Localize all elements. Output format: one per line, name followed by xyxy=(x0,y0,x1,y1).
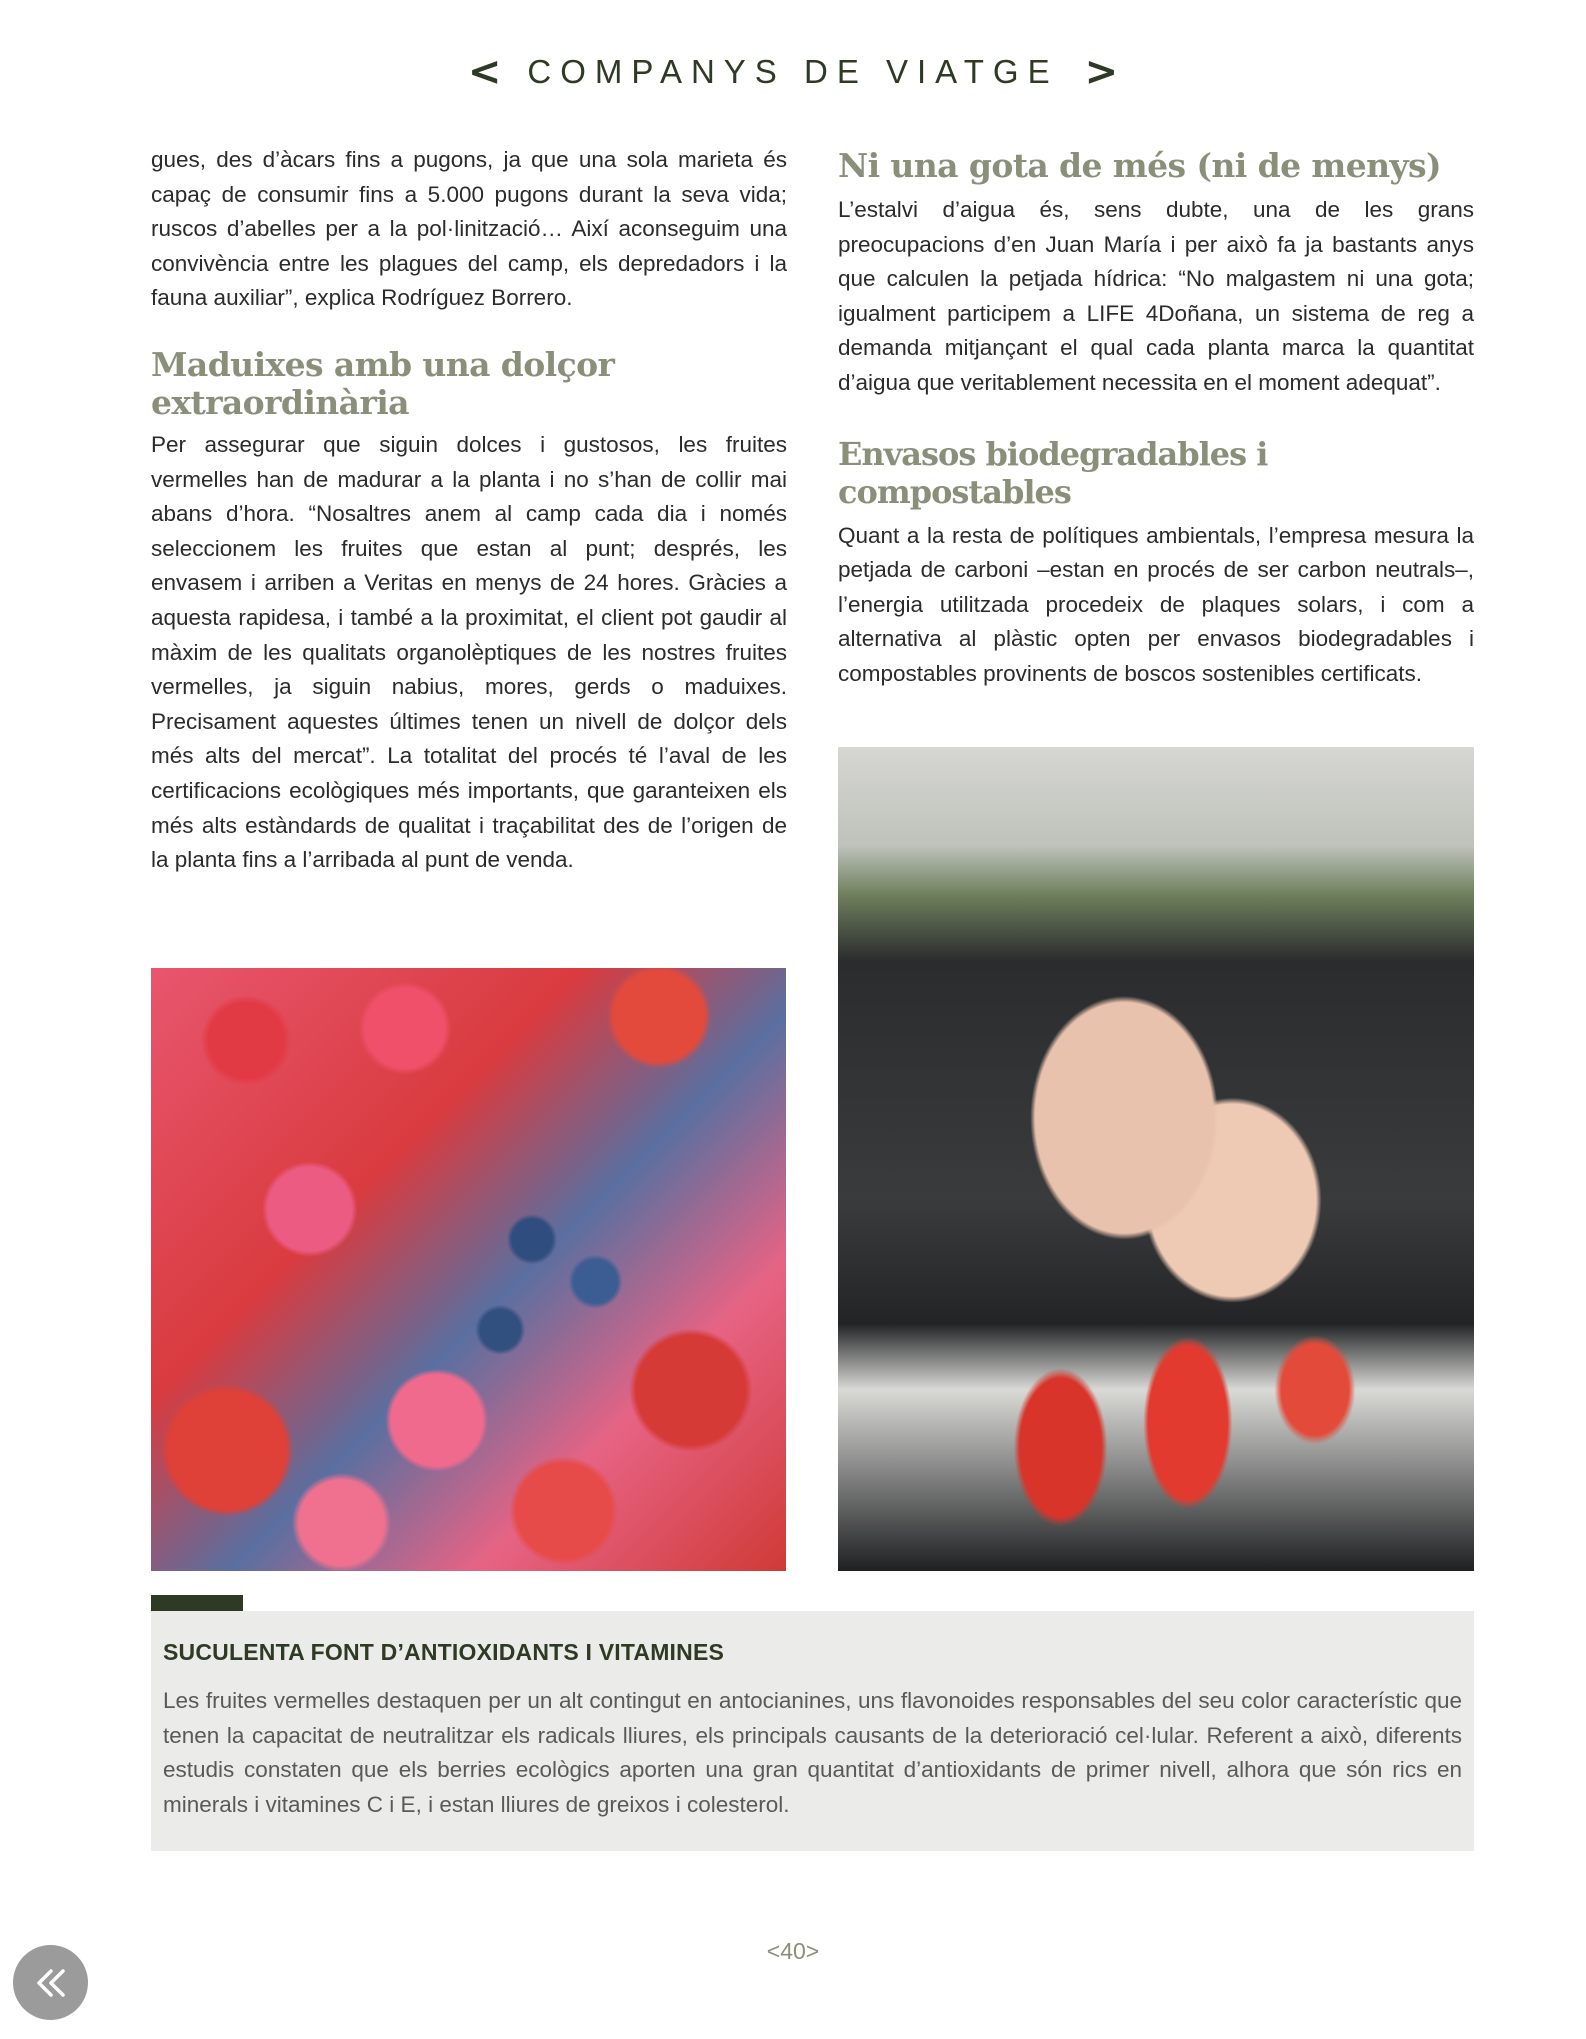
page-number-value: 40 xyxy=(780,1938,806,1964)
packaging-heading: Envasos biodegradables i compostables xyxy=(838,434,1268,511)
page-number xyxy=(0,1938,1586,1965)
back-button[interactable] xyxy=(13,1945,88,2020)
info-box-accent-bar xyxy=(151,1595,243,1611)
info-box-text: Les fruites vermelles destaquen per un alt contingut en antocianines, uns flavonoides responsables del seu color característic que tenen la capacitat de neutralitzar els radicals lliures, els principals causants de la deterioració cel·lular. Referent a això, diferents estudis constaten que els berries ecològics aporten una gran quantitat d’antioxidants de primer nivell, alhora que són rics en minerals i vitamines C i E, i estan lliures de greixos i colesterol. xyxy=(163,1688,1462,1817)
berries-photo xyxy=(151,968,786,1571)
info-box-title: SUCULENTA FONT D’ANTIOXIDANTS I VITAMINES xyxy=(163,1639,725,1665)
section-title: COMPANYS DE VIATGE xyxy=(527,53,1059,90)
header-prev-chevron-icon: < xyxy=(467,49,502,95)
info-box xyxy=(151,1611,1474,1851)
water-heading: Ni una gota de més (ni de menys) xyxy=(838,146,1442,185)
left-column xyxy=(151,143,787,878)
double-chevron-left-icon xyxy=(31,1963,71,2003)
right-column xyxy=(838,143,1474,692)
page-next-chevron-icon[interactable]: > xyxy=(805,1938,820,1964)
header-next-chevron-icon: > xyxy=(1084,49,1119,95)
maduixes-heading: Maduixes amb una dolçor extraordinària xyxy=(151,344,615,422)
page-header xyxy=(0,49,1586,95)
page-prev-chevron-icon[interactable]: < xyxy=(766,1938,781,1964)
maduixes-paragraph: Per assegurar que siguin dolces i gustosos, les fruites vermelles han de madurar a la planta i no s’han de collir mai abans d’hora. “Nosaltres anem al camp cada dia i només seleccionem les fruites que estan al punt; després, les envasem i arriben a Veritas en menys de 24 hores. Gràcies a aquesta rapidesa, i també a la proximitat, el client pot gaudir al màxim de les qualitats organolèptiques de les nostres fruites vermelles, ja siguin nabius, mores, gerds o maduixes. Precisament aquestes últimes tenen un nivell de dolçor dels més alts del mercat”. La totalitat del procés té l’aval de les certificacions ecològiques més importants, que garanteixen els més alts estàndards de qualitat i traçabilitat des de l’origen de la planta fins a l’arribada al punt de venda. xyxy=(151,431,787,873)
intro-paragraph: gues, des d’àcars fins a pugons, ja que una sola marieta és capaç de consumir fins a 5.000 pugons durant la seva vida; ruscos d’abelles per a la pol·linització… Així aconseguim una convivència entre les plagues del camp, els depredadors i la fauna auxiliar”, explica Rodríguez Borrero. xyxy=(151,147,787,311)
strawberry-picking-photo xyxy=(838,747,1474,1571)
packaging-paragraph: Quant a la resta de polítiques ambientals, l’empresa mesura la petjada de carboni –estan en procés de ser carbon neutrals–, l’energia utilitzada procedeix de plaques solars, i com a alternativa al plàstic opten per envasos biodegradables i compostables provinents de boscos sostenibles certificats. xyxy=(838,522,1474,686)
water-paragraph: L’estalvi d’aigua és, sens dubte, una de les grans preocupacions d’en Juan María i per això fa ja bastants anys que calculen la petjada hídrica: “No malgastem ni una gota; igualment participem a LIFE 4Doñana, un sistema de reg a demanda mitjançant el qual cada planta marca la quantitat d’aigua que veritablement necessita en el moment adequat”. xyxy=(838,197,1474,395)
